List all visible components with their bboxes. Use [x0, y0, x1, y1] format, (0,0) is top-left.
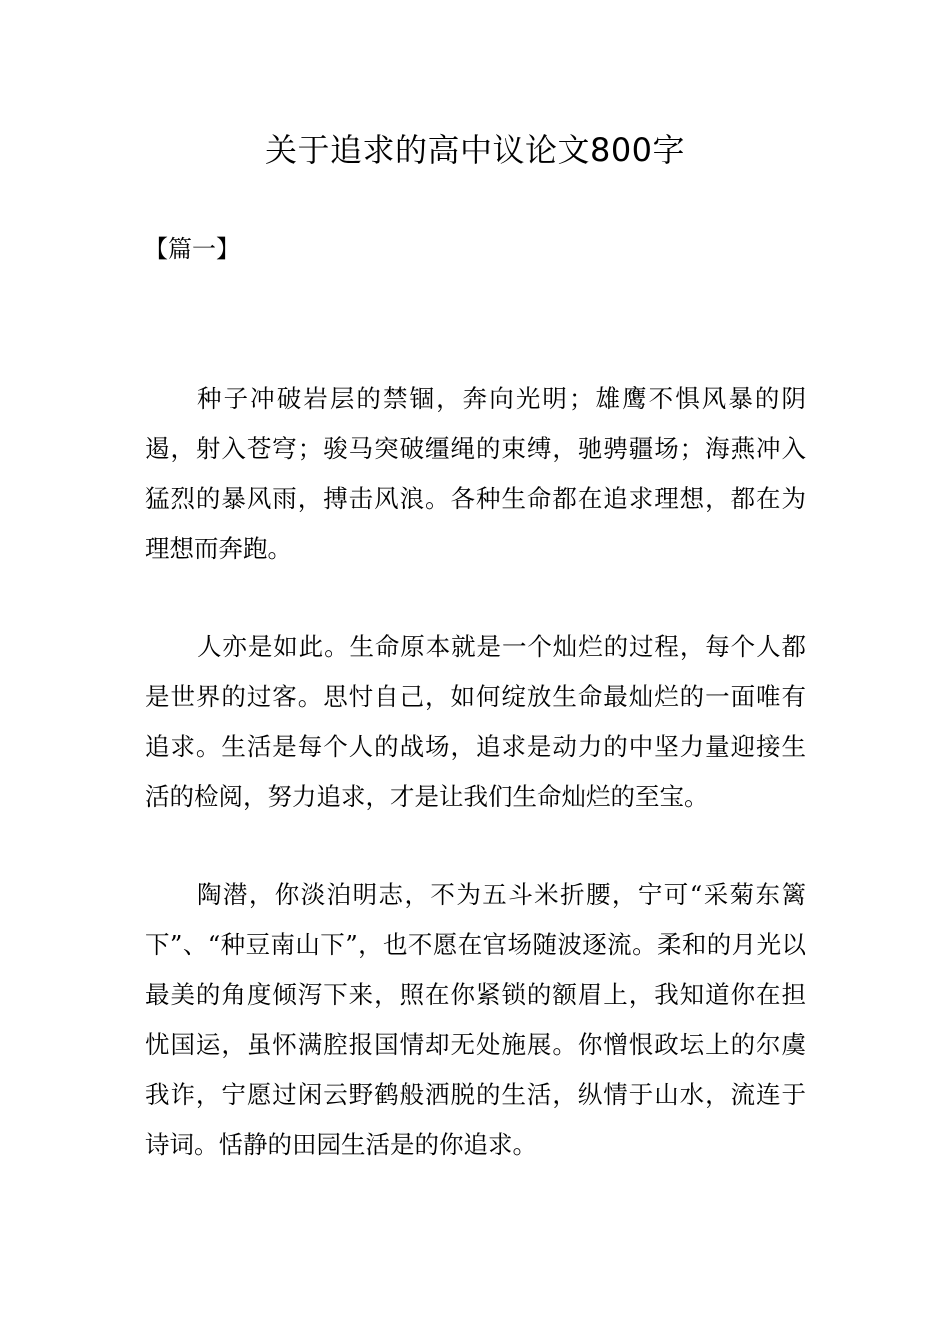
section-label: 【篇一】 [144, 235, 240, 263]
paragraph-2: 人亦是如此。生命原本就是一个灿烂的过程，每个人都是世界的过客。思忖自己，如何绽放生命最灿烂的一面唯有追求。生活是每个人的战场，追求是动力的中坚力量迎接生活的检阅，努力追求，才是让我们生命灿烂的至宝。 [145, 632, 806, 811]
paragraph-1: 种子冲破岩层的禁锢，奔向光明；雄鹰不惧风暴的阴遏，射入苍穹；骏马突破缰绳的束缚，驰骋疆场；海燕冲入猛烈的暴风雨，搏击风浪。各种生命都在追求理想，都在为理想而奔跑。 [145, 384, 806, 563]
paragraph-3: 陶潜，你淡泊明志，不为五斗米折腰，宁可“采菊东篱下”、“种豆南山下”，也不愿在官场随波逐流。柔和的月光以最美的角度倾泻下来，照在你紧锁的额眉上，我知道你在担忧国运，虽怀满腔报国情却无处施展。你憎恨政坛上的尔虞我诈，宁愿过闲云野鹤般洒脱的生活，纵情于山水，流连于诗词。恬静的田园生活是的你追求。 [145, 880, 806, 1159]
document-title: 关于追求的高中议论文800字 [264, 131, 686, 169]
